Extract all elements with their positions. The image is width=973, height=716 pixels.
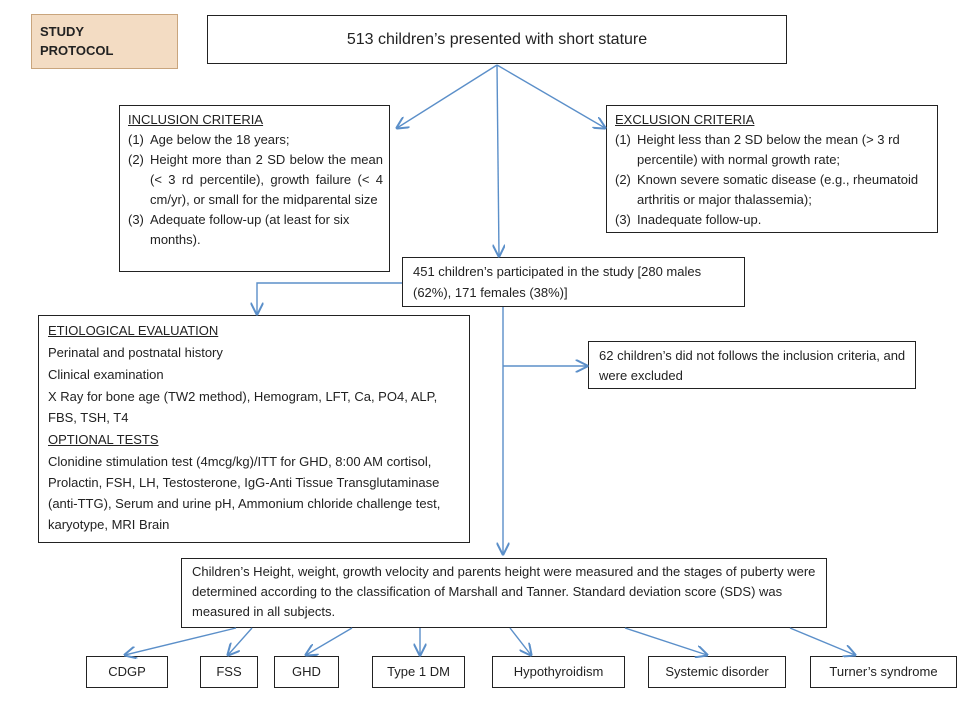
arrow-to-fss <box>228 628 252 655</box>
item-number: (2) <box>128 152 144 167</box>
etiological-line: X Ray for bone age (TW2 method), Hemogram, LFT, Ca, PO4, ALP, FBS, TSH, T4 <box>48 389 438 425</box>
arrow-to-etiological <box>257 283 402 314</box>
arrow-to-systemic-disorder <box>625 628 707 655</box>
arrow-to-hypothyroidism <box>510 628 531 655</box>
item-number: (3) <box>128 212 144 227</box>
outcome-cdgp: CDGP <box>86 656 168 688</box>
outcome-ghd: GHD <box>274 656 339 688</box>
item-text: Height less than 2 SD below the mean (> 3 rd percentile) with normal growth rate; <box>637 132 900 167</box>
item-text: Adequate follow-up (at least for six months). <box>150 212 350 247</box>
optional-tests-text: Clonidine stimulation test (4mcg/kg)/ITT for GHD, 8:00 AM cortisol, Prolactin, FSH, LH, Testosterone, IgG-Anti Tissue Transglutaminase (anti-TTG), Serum and urine pH, Ammonium chloride challenge test, karyotype, MRI Brain <box>48 454 441 532</box>
outcome-systemic-disorder: Systemic disorder <box>648 656 786 688</box>
item-number: (1) <box>615 132 631 147</box>
arrow-to-turners-syndrome <box>790 628 855 655</box>
arrow-to-exclusion <box>497 65 605 128</box>
arrow-to-ghd <box>306 628 352 655</box>
tag-line-2: PROTOCOL <box>40 43 114 58</box>
etiological-heading: ETIOLOGICAL EVALUATION <box>48 323 219 338</box>
optional-tests-heading: OPTIONAL TESTS <box>48 432 159 447</box>
item-text: Age below the 18 years; <box>150 132 290 147</box>
arrow-to-cdgp <box>125 628 236 655</box>
etiological-line: Perinatal and postnatal history <box>48 345 223 360</box>
outcome-hypothyroidism: Hypothyroidism <box>492 656 625 688</box>
exclusion-heading: EXCLUSION CRITERIA <box>615 112 755 127</box>
tag-line-1: STUDY <box>40 24 85 39</box>
item-text: Height more than 2 SD below the mean (< 3 rd percentile), growth failure (< 4 cm/yr), or small for the midparental size <box>150 152 383 207</box>
item-number: (2) <box>615 172 631 187</box>
measurement-box: Children’s Height, weight, growth velocity and parents height were measured and the stages of puberty were determined according to the classification of Marshall and Tanner. Standard deviation score (SDS) was measured in all subjects. <box>181 558 827 628</box>
etiological-line: Clinical examination <box>48 367 164 382</box>
item-number: (3) <box>615 212 631 227</box>
arrow-to-inclusion <box>397 65 497 128</box>
item-text: Inadequate follow-up. <box>637 212 762 227</box>
outcome-turners-syndrome: Turner’s syndrome <box>810 656 957 688</box>
inclusion-heading: INCLUSION CRITERIA <box>128 112 264 127</box>
participants-box: 451 children’s participated in the study [280 males (62%), 171 females (38%)] <box>402 257 745 307</box>
item-number: (1) <box>128 132 144 147</box>
excluded-children-box: 62 children’s did not follows the inclusion criteria, and were excluded <box>588 341 916 389</box>
item-text: Known severe somatic disease (e.g., rheumatoid arthritis or major thalassemia); <box>637 172 919 207</box>
outcome-type-1-dm: Type 1 DM <box>372 656 465 688</box>
outcome-fss: FSS <box>200 656 258 688</box>
arrow-to-participants <box>497 65 499 256</box>
title-box: 513 children’s presented with short stature <box>207 15 787 64</box>
